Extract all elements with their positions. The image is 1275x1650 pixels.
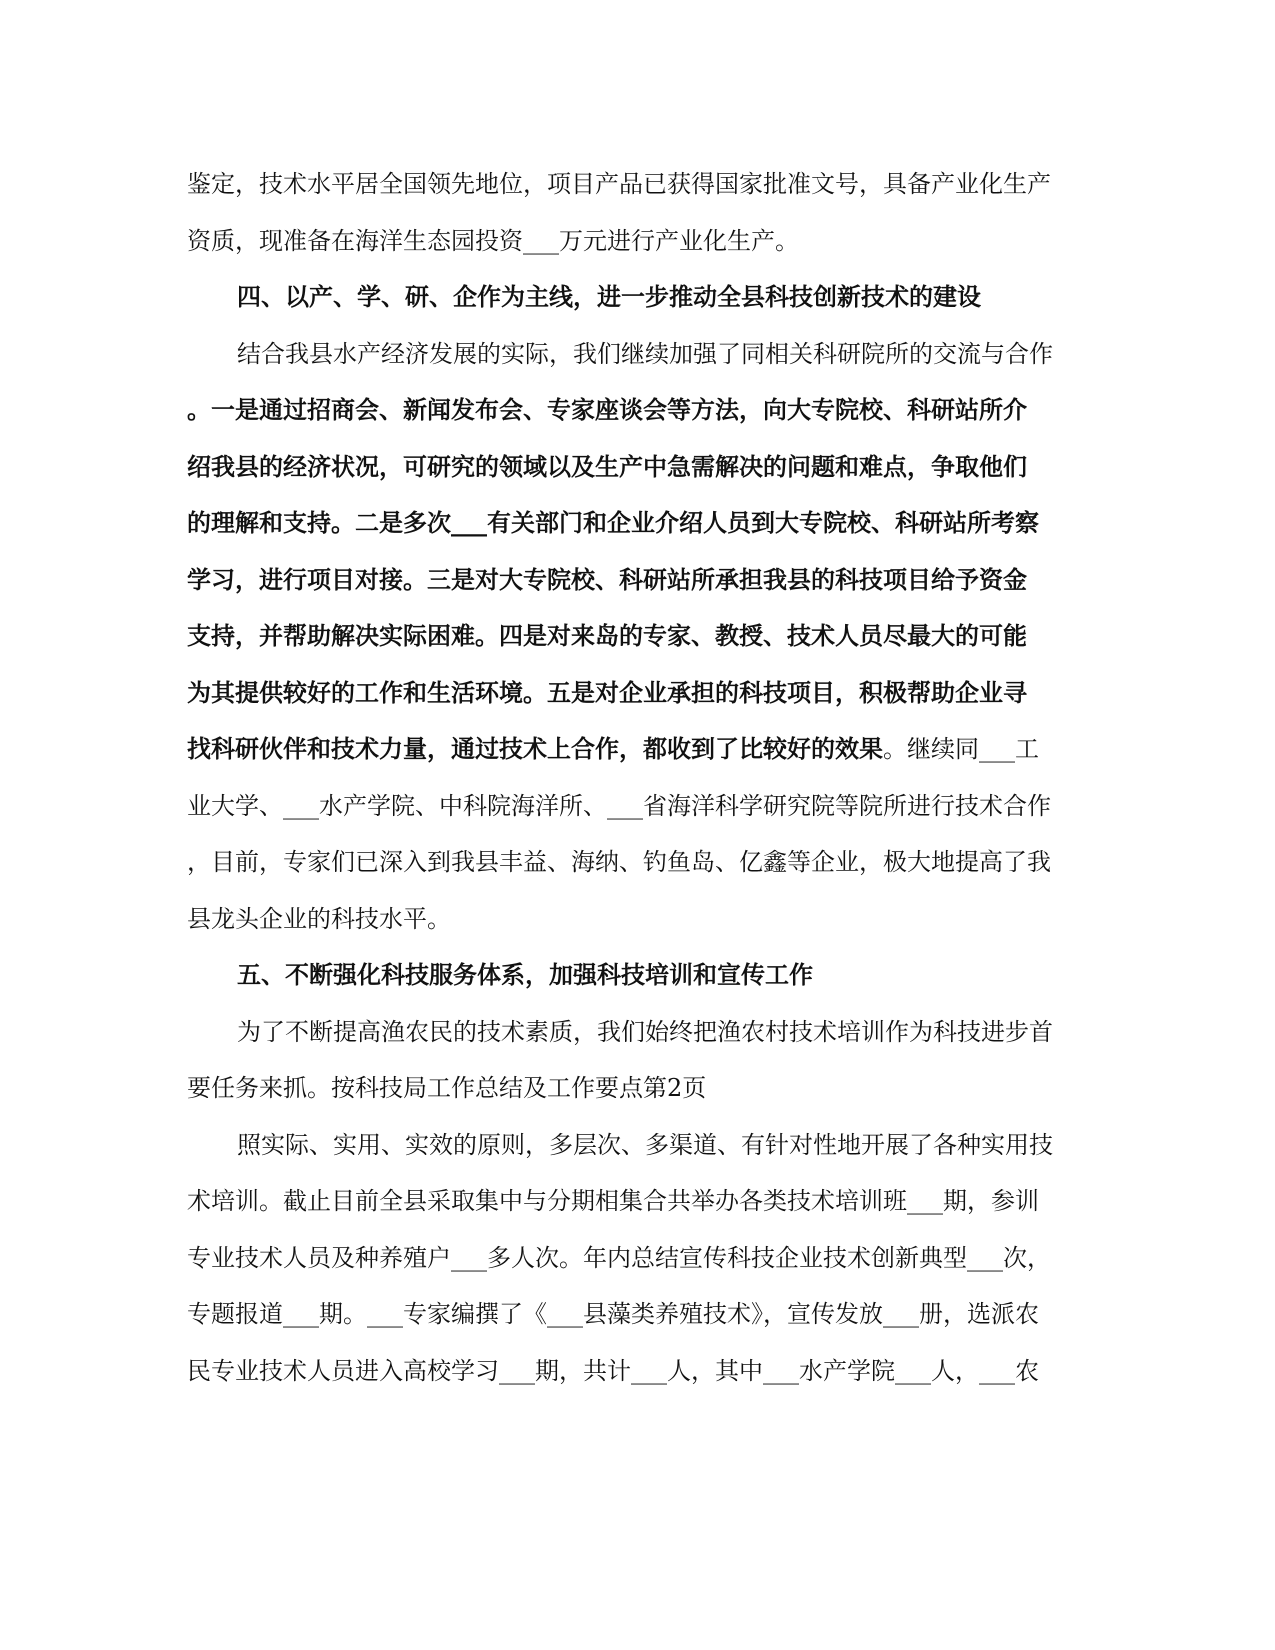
text-segment: 为了不断提高渔农民的技术素质，我们始终把渔农村技术培训作为科技进步首 xyxy=(237,1018,1053,1046)
text-line-11 xyxy=(187,729,1087,769)
text-segment: 术培训。截止目前全县采取集中与分期相集合共举办各类技术培训班___期，参训 xyxy=(187,1187,1039,1215)
text-segment: 学习，进行项目对接。三是对大专院校、科研站所承担我县的科技项目给予资金 xyxy=(187,565,1027,594)
text-segment: 结合我县水产经济发展的实际，我们继续加强了同相关科研院所的交流与合作 xyxy=(237,340,1053,368)
heading-text: 五、不断强化科技服务体系，加强科技培训和宣传工作 xyxy=(237,960,813,989)
text-line-7 xyxy=(187,503,1087,543)
text-line-6 xyxy=(187,447,1087,487)
text-segment: 专题报道___期。___专家编撰了《___县藻类养殖技术》，宣传发放___册，选派农 xyxy=(187,1300,1039,1328)
text-line-18 xyxy=(237,1125,1137,1165)
text-segment: 要任务来抓。按科技局工作总结及工作要点第2页 xyxy=(187,1074,707,1102)
text-segment: 的理解和支持。二是多次___有关部门和企业介绍人员到大专院校、科研站所考察 xyxy=(187,508,1039,537)
text-segment: ，目前，专家们已深入到我县丰益、海纳、钓鱼岛、亿鑫等企业，极大地提高了我 xyxy=(187,848,1051,876)
text-segment: 资质，现准备在海洋生态园投资___万元进行产业化生产。 xyxy=(187,227,799,255)
text-line-14 xyxy=(187,899,1087,939)
text-segment: 。继续同___工 xyxy=(883,735,1039,763)
text-segment: 专业技术人员及种养殖户___多人次。年内总结宣传科技企业技术创新典型___次， xyxy=(187,1244,1051,1272)
text-line-9 xyxy=(187,616,1087,656)
section-heading-5 xyxy=(237,955,1137,995)
text-line-13 xyxy=(187,842,1087,882)
text-segment: 支持，并帮助解决实际困难。四是对来岛的专家、教授、技术人员尽最大的可能 xyxy=(187,621,1027,650)
text-line-1 xyxy=(187,164,1087,204)
text-segment: 绍我县的经济状况，可研究的领域以及生产中急需解决的问题和难点，争取他们 xyxy=(187,452,1027,481)
text-line-16 xyxy=(237,1012,1137,1052)
text-segment: 县龙头企业的科技水平。 xyxy=(187,905,451,933)
text-segment: 民专业技术人员进入高校学习___期，共计___人，其中___水产学院___人，___农 xyxy=(187,1357,1039,1385)
text-line-20 xyxy=(187,1238,1087,1278)
section-heading-4 xyxy=(237,277,1137,317)
text-line-2 xyxy=(187,221,1087,261)
text-segment: 鉴定，技术水平居全国领先地位，项目产品已获得国家批准文号，具备产业化生产 xyxy=(187,170,1051,198)
text-line-12 xyxy=(187,786,1087,826)
text-segment: 业大学、___水产学院、中科院海洋所、___省海洋科学研究院等院所进行技术合作 xyxy=(187,792,1051,820)
text-line-5 xyxy=(187,390,1087,430)
heading-text: 四、以产、学、研、企作为主线，进一步推动全县科技创新技术的建设 xyxy=(237,282,981,311)
text-line-21 xyxy=(187,1294,1087,1334)
text-line-22 xyxy=(187,1351,1087,1391)
text-segment: 照实际、实用、实效的原则，多层次、多渠道、有针对性地开展了各种实用技 xyxy=(237,1131,1053,1159)
text-line-17 xyxy=(187,1068,1087,1108)
text-segment-bold: 找科研伙伴和技术力量，通过技术上合作，都收到了比较好的效果 xyxy=(187,734,883,763)
text-line-8 xyxy=(187,560,1087,600)
text-segment: 为其提供较好的工作和生活环境。五是对企业承担的科技项目，积极帮助企业寻 xyxy=(187,678,1027,707)
text-segment: 。一是通过招商会、新闻发布会、专家座谈会等方法，向大专院校、科研站所介 xyxy=(187,395,1027,424)
text-line-4 xyxy=(237,334,1137,374)
text-line-10 xyxy=(187,673,1087,713)
text-line-19 xyxy=(187,1181,1087,1221)
